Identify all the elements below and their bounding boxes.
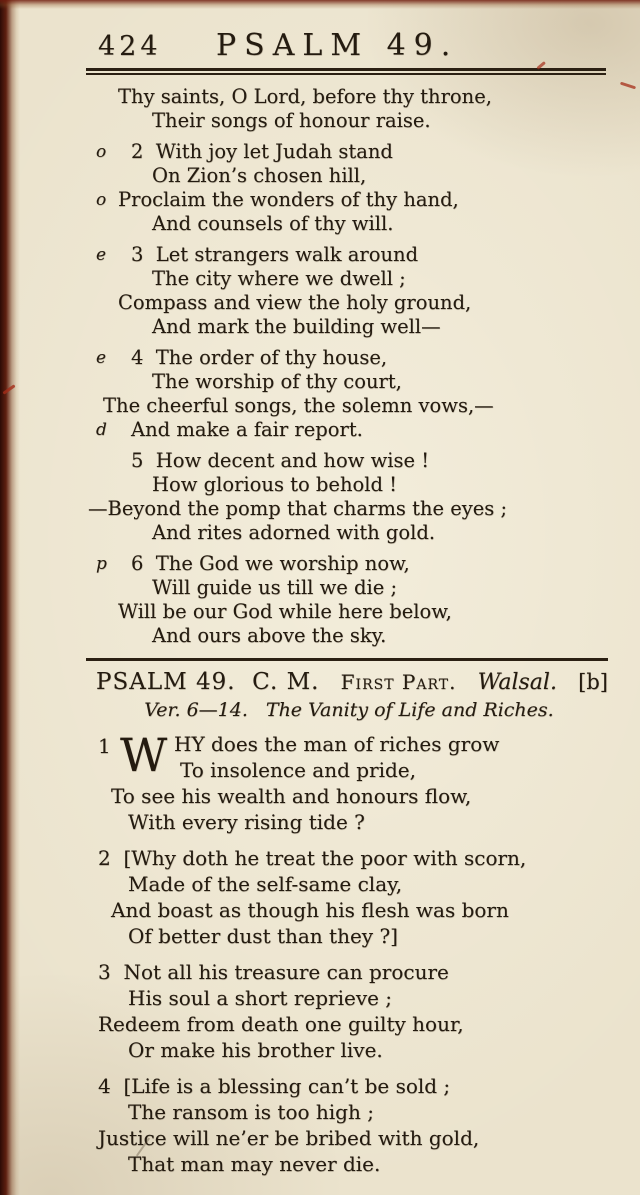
verse-line: To see his wealth and honours flow, [111,784,472,808]
header-rule [86,68,606,75]
stanza [88,140,616,236]
expression-marker: e [96,245,107,265]
psalm-48-continued-text [88,85,616,648]
psalm-49-heading [96,669,608,695]
verse-line: 4 [Life is a blessing can’t be sold ; [98,1074,451,1098]
scan-artifact [620,82,636,90]
verse-line: e 3 Let strangers walk around [96,243,419,266]
verse-line: On Zion’s chosen hill, [152,164,367,187]
verse-line: p 6 The God we worship now, [96,552,410,575]
verse-line: The city where we dwell ; [152,267,406,290]
verse [98,959,616,1063]
verse-line: And boast as though his flesh was born [111,898,509,922]
page-title: PSALM 49. [216,28,459,63]
verse-line: The cheerful songs, the solemn vows,— [103,394,494,417]
stanza [88,243,616,339]
verse-line: Of better dust than they ?] [128,924,398,948]
verse-line: Made of the self-same clay, [128,872,403,896]
verse [98,1073,616,1177]
psalm-49-text [98,728,616,1177]
psalm-title-meter: PSALM 49. C. M. [96,669,320,695]
expression-marker: o [96,190,107,210]
section-divider-rule [86,658,608,661]
stanza [88,85,616,133]
verse-number: 1 [98,734,111,758]
key-signature: [b] [578,670,608,694]
verse-line: His soul a short reprieve ; [128,986,393,1010]
verse-line: With every rising tide ? [128,810,365,834]
verse [98,845,616,949]
psalm-part-label: First Part. [340,670,457,694]
verse-line: And mark the building well— [152,315,441,338]
verse-line: Will be our God while here below, [118,600,452,623]
stanza [88,449,616,545]
verse-line: 5 How decent and how wise ! [131,449,430,472]
verse-line: And counsels of thy will. [152,212,394,235]
verse-line: The ransom is too high ; [128,1100,374,1124]
verse-line: Or make his brother live. [128,1038,383,1062]
verse-line: o Proclaim the wonders of thy hand, [96,188,459,211]
expression-marker: e [96,348,107,368]
expression-marker: d [96,420,107,440]
verse-list [98,728,616,1177]
expression-marker: o [96,142,107,162]
verse-line: Will guide us till we die ; [152,576,398,599]
verse-line: o 2 With joy let Judah stand [96,140,393,163]
drop-cap: W [120,728,168,782]
stanza [88,552,616,648]
verse-line: —Beyond the pomp that charms the eyes ; [88,497,508,520]
verse-line: 3 Not all his treasure can procure [98,960,449,984]
verse-line: Thy saints, O Lord, before thy throne, [118,85,492,108]
page-top-edge [0,0,640,9]
verse-line: That man may never die. [128,1152,381,1176]
verse-line: HY does the man of riches grow [174,732,500,756]
page-number: 424 [98,31,162,62]
verse-line: And rites adorned with gold. [152,521,436,544]
verse-line: Their songs of honour raise. [152,109,431,132]
verse-line: e 4 The order of thy house, [96,346,388,369]
expression-marker: p [96,554,107,574]
verse-line: 2 [Why doth he treat the poor with scorn, [98,846,527,870]
stanza [88,346,616,442]
stanza-list [88,85,616,648]
verse-line: To insolence and pride, [180,758,416,782]
verse-line: The worship of thy court, [152,370,402,393]
book-spine-edge [0,0,20,1195]
verse-line: Justice will ne’er be bribed with gold, [98,1126,480,1150]
verse [98,728,616,835]
verse-line: And ours above the sky. [152,624,387,647]
verse-line: d And make a fair report. [96,418,363,441]
psalm-subject: The Vanity of Life and Riches. [265,699,554,721]
verse-line: Redeem from death one guilty hour, [98,1012,464,1036]
verse-line: Compass and view the holy ground, [118,291,472,314]
verse-reference: Ver. 6—14. [144,699,248,721]
verse-line: How glorious to behold ! [152,473,398,496]
psalm-subheading [88,699,610,721]
tune-name: Walsal. [477,670,557,695]
